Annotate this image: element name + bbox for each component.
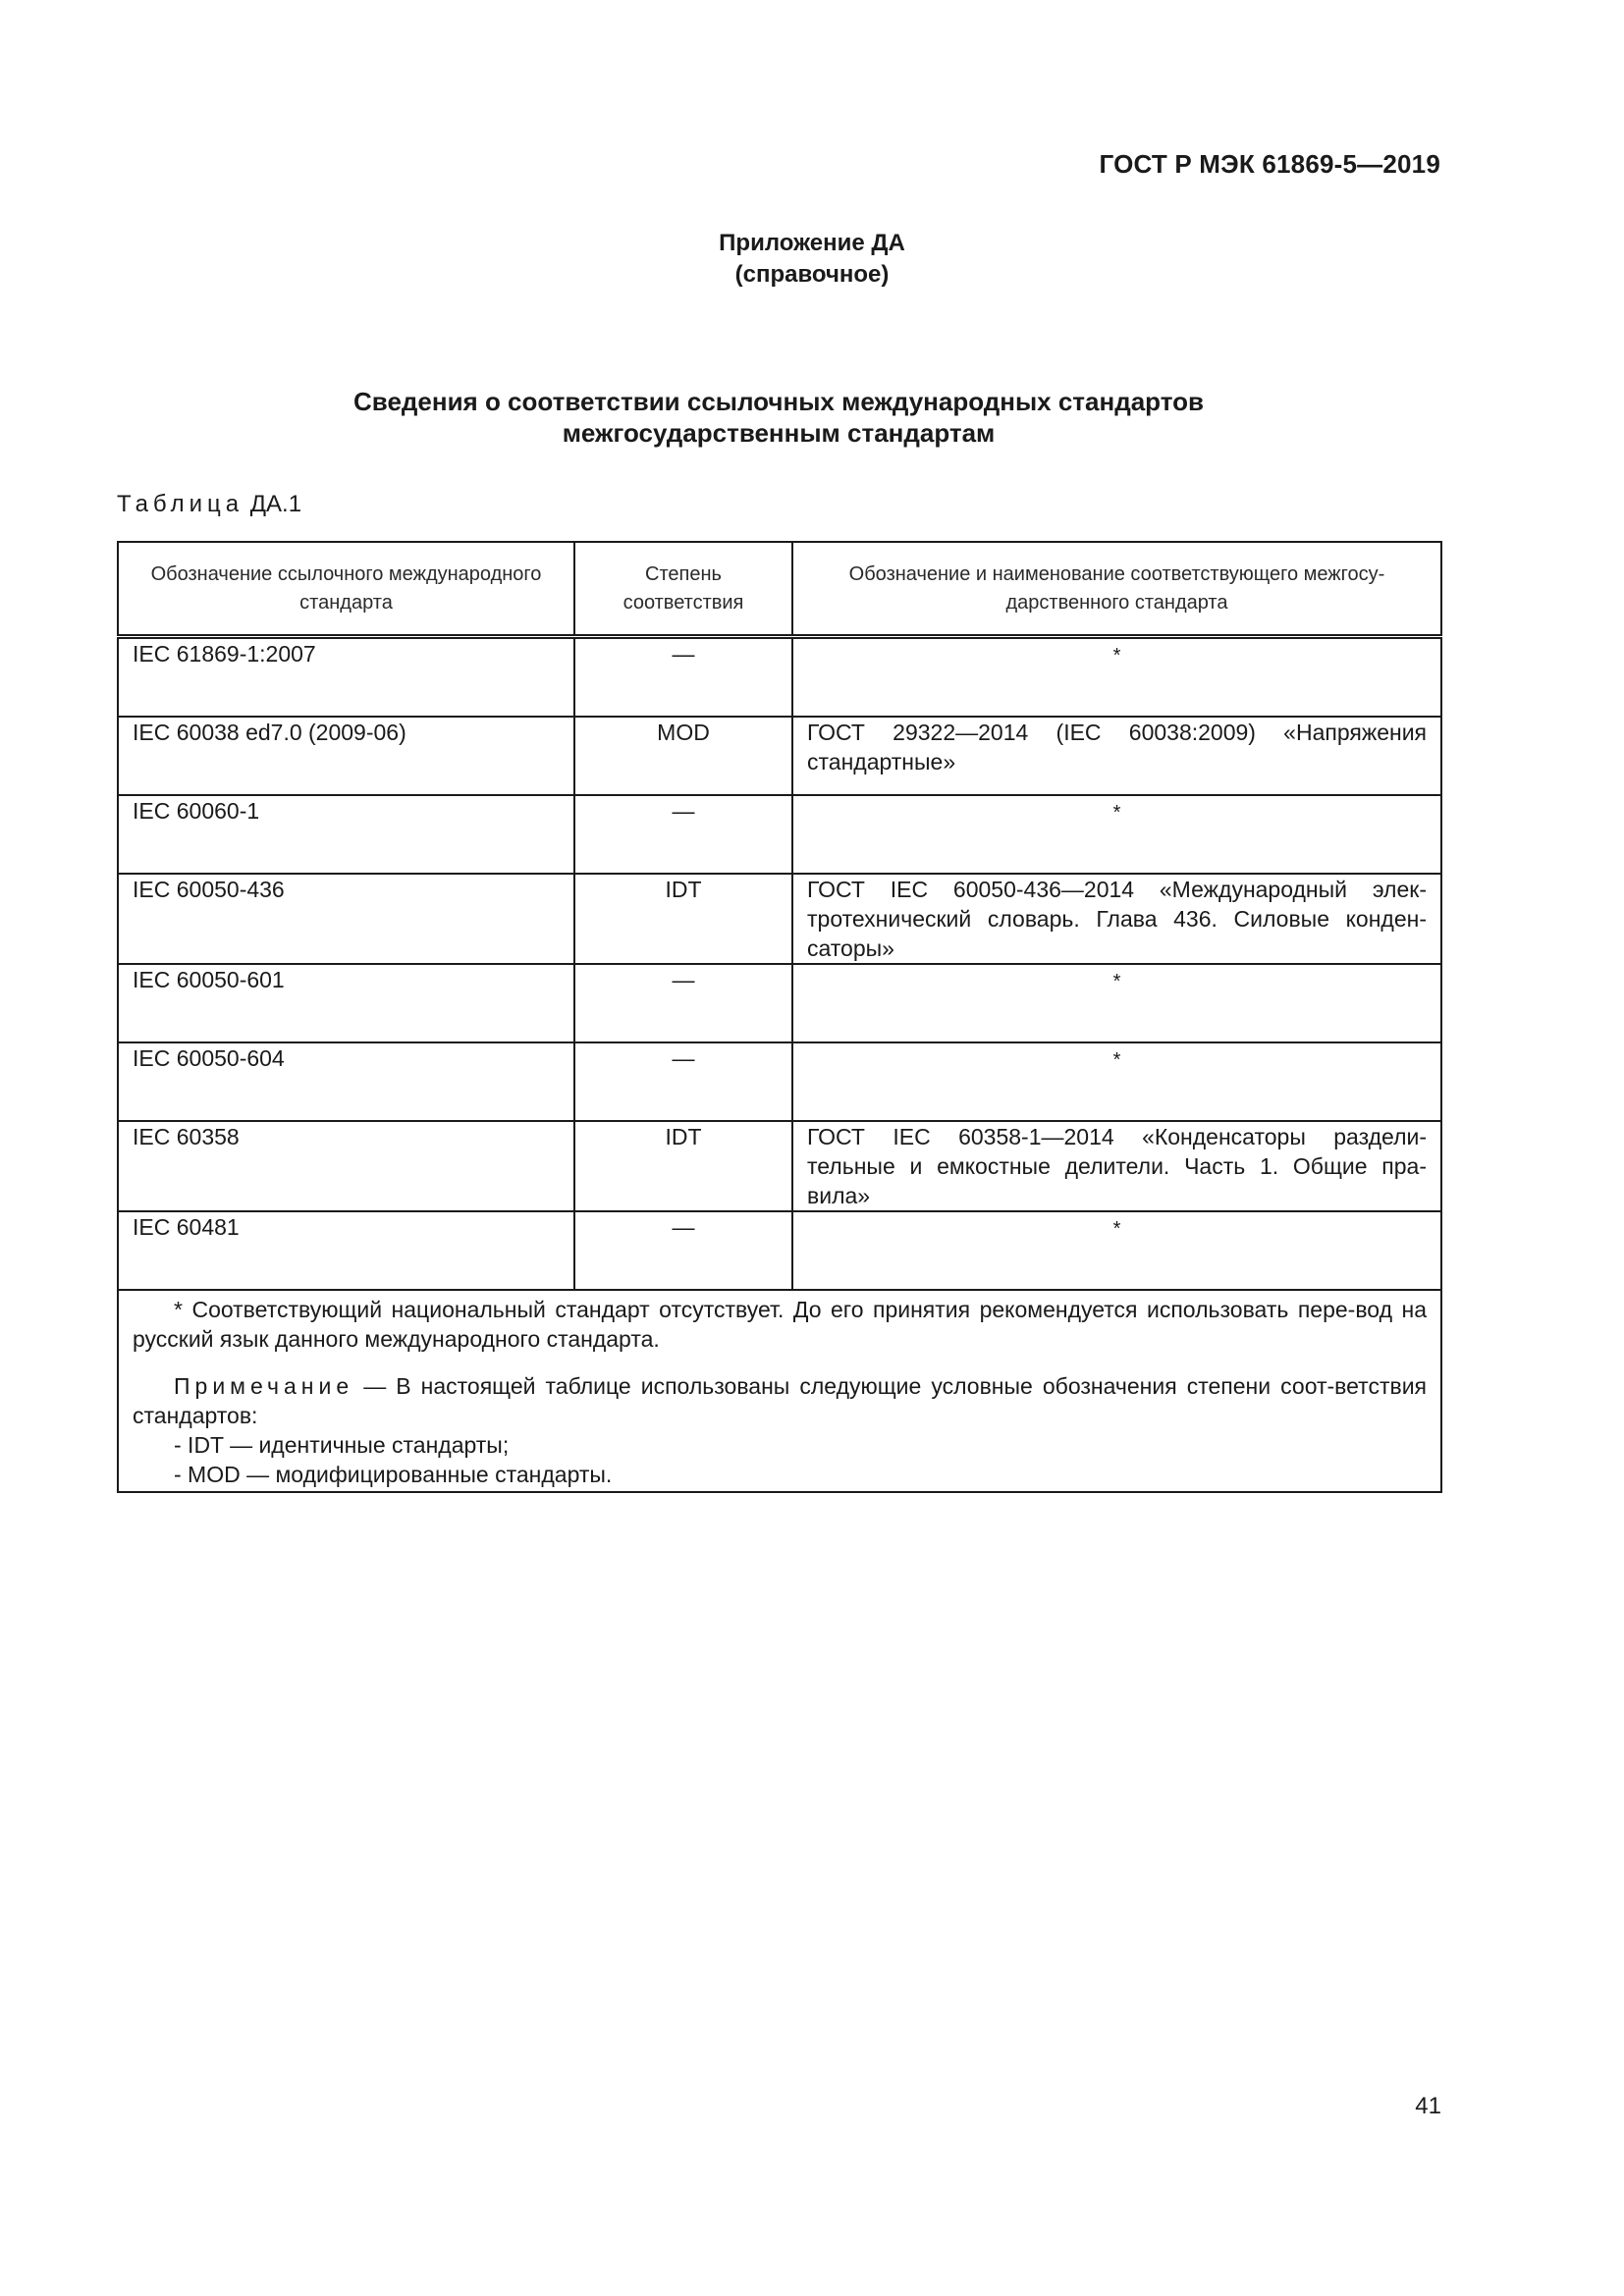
cell-degree: — <box>574 1042 792 1121</box>
table-row <box>118 637 1441 718</box>
cell-national-standard <box>792 1211 1441 1290</box>
cell-reference-code: IEC 60358 <box>118 1121 574 1211</box>
section-title-line-1: Сведения о соответствии ссылочных международных стандартов <box>353 387 1204 416</box>
header-degree: Степень соответствия <box>574 542 792 637</box>
cell-national-standard: ГОСТ IEC 60358-1—2014 «Конденсаторы раздели-тельные и емкостные делители. Часть 1. Общие пра-вила» <box>792 1121 1441 1211</box>
cell-reference-code: IEC 60038 ed7.0 (2009-06) <box>118 717 574 795</box>
cell-degree: — <box>574 637 792 718</box>
table-footer-row <box>118 1290 1441 1492</box>
annex-title: Приложение ДА <box>719 230 905 256</box>
table-note <box>133 1371 1427 1430</box>
correspondence-table <box>117 541 1442 1493</box>
cell-degree: — <box>574 795 792 874</box>
cell-national-standard <box>792 1042 1441 1121</box>
cell-reference-code: IEC 60050-604 <box>118 1042 574 1121</box>
section-title <box>0 386 1557 449</box>
cell-degree: — <box>574 964 792 1042</box>
table-header-row <box>118 542 1441 637</box>
note-text: — В настоящей таблице использованы следующие условные обозначения степени соот-ветствия стандартов: <box>133 1373 1427 1428</box>
document-code: ГОСТ Р МЭК 61869-5—2019 <box>1099 149 1440 179</box>
footnote-asterisk: * <box>1112 645 1121 667</box>
footnote-asterisk: * <box>1112 1218 1121 1240</box>
header-reference-standard: Обозначение ссылочного международного стандарта <box>118 542 574 637</box>
header-national-standard: Обозначение и наименование соответствующего межгосу-дарственного стандарта <box>792 542 1441 637</box>
footnote-asterisk: * <box>1112 802 1121 824</box>
table-row <box>118 1211 1441 1290</box>
cell-reference-code: IEC 61869-1:2007 <box>118 637 574 718</box>
cell-national-standard <box>792 964 1441 1042</box>
cell-reference-code: IEC 60060-1 <box>118 795 574 874</box>
annex-heading <box>0 228 1624 291</box>
cell-degree: IDT <box>574 1121 792 1211</box>
page-number: 41 <box>1415 2093 1441 2119</box>
note-item-mod: - MOD — модифицированные стандарты. <box>174 1462 613 1487</box>
section-title-line-2: межгосударственным стандартам <box>562 418 996 448</box>
table-row <box>118 874 1441 964</box>
table-footnote: * Соответствующий национальный стандарт отсутствует. До его принятия рекомендуется использовать пере-вод на русский язык данного международного стандарта. <box>133 1297 1427 1352</box>
table-row <box>118 717 1441 795</box>
table-caption-number: ДА.1 <box>249 491 302 517</box>
cell-degree: IDT <box>574 874 792 964</box>
annex-subtitle: (справочное) <box>734 261 890 288</box>
cell-reference-code: IEC 60050-436 <box>118 874 574 964</box>
cell-reference-code: IEC 60050-601 <box>118 964 574 1042</box>
cell-national-standard: ГОСТ IEC 60050-436—2014 «Международный элек-тротехнический словарь. Глава 436. Силовые конден-саторы» <box>792 874 1441 964</box>
table-row <box>118 795 1441 874</box>
cell-degree: — <box>574 1211 792 1290</box>
cell-national-standard <box>792 795 1441 874</box>
footnote-asterisk: * <box>1112 1049 1121 1071</box>
cell-national-standard <box>792 637 1441 718</box>
table-caption <box>117 491 301 518</box>
cell-reference-code: IEC 60481 <box>118 1211 574 1290</box>
cell-degree: MOD <box>574 717 792 795</box>
table-row <box>118 1121 1441 1211</box>
note-word: Примечание <box>174 1373 354 1399</box>
correspondence-table-wrapper <box>117 541 1440 1493</box>
note-item-idt: - IDT — идентичные стандарты; <box>174 1432 510 1458</box>
table-row <box>118 1042 1441 1121</box>
table-row <box>118 964 1441 1042</box>
table-footer <box>118 1290 1441 1492</box>
table-caption-word: Таблица <box>117 491 244 517</box>
cell-national-standard: ГОСТ 29322—2014 (IEC 60038:2009) «Напряжения стандартные» <box>792 717 1441 795</box>
footnote-asterisk: * <box>1112 971 1121 992</box>
